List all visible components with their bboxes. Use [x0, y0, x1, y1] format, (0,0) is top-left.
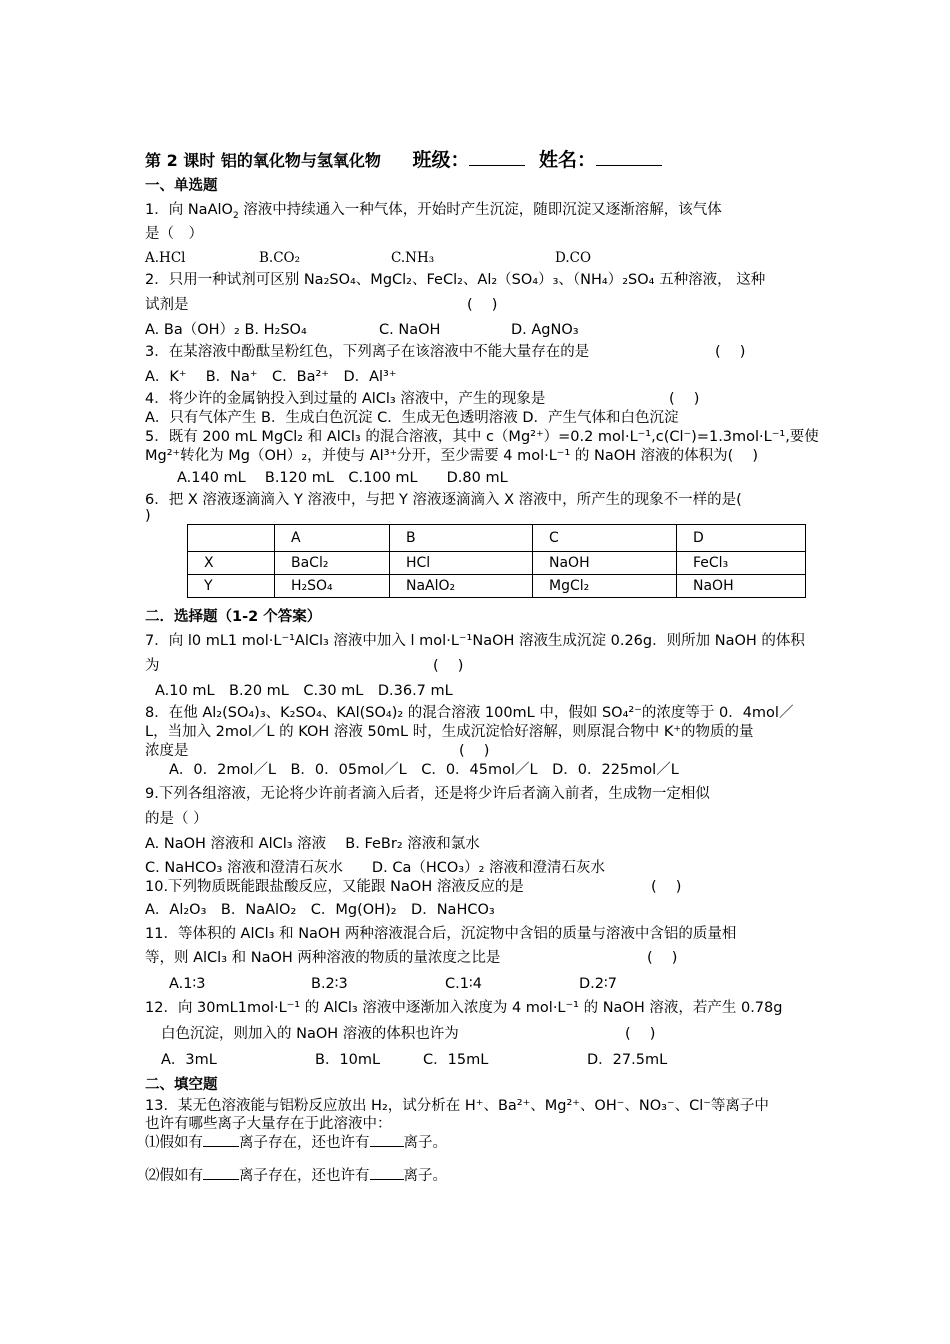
table-row [188, 552, 806, 575]
q8-stem-2: L，当加入 2mol／L 的 KOH 溶液 50mL 时，生成沉淀恰好溶解，则原混合物中 K⁺的物质的量 [145, 724, 754, 740]
q5-stem: 5．既有 200 mL MgCl₂ 和 AlCl₃ 的混合溶液，其中 c（Mg²⁺）=0.2 mol·L⁻¹,c(Cl⁻)=1.3mol·L⁻¹,要使 [145, 429, 819, 445]
q6-stem-2: ) [145, 508, 151, 524]
q4-stem: 4．将少许的金属钠投入到过量的 AlCl₃ 溶液中，产生的现象是 [145, 391, 546, 407]
q13-stem: 13．某无色溶液能与铝粉反应放出 H₂，试分析在 H⁺、Ba²⁺、Mg²⁺、OH⁻、NO₃⁻、Cl⁻等离子中 [145, 1098, 769, 1114]
q3-answer-paren: ( ) [715, 344, 746, 360]
q11-option-d: D.2∶7 [579, 976, 617, 992]
q8-stem: 8．在他 Al₂(SO₄)₃、K₂SO₄、KAl(SO₄)₂ 的混合溶液 100mL 中，假如 SO₄²⁻的浓度等于 0．4mol／ [145, 705, 794, 721]
lesson-title: 第 2 课时 铝的氧化物与氢氧化物 [145, 151, 381, 170]
q2-option-d: D. AgNO₃ [511, 322, 579, 338]
q5-options: A.140 mL B.120 mL C.100 mL D.80 mL [177, 470, 508, 486]
q12-stem-2: 白色沉淀，则加入的 NaOH 溶液的体积也许为 [161, 1026, 459, 1042]
q8-answer-paren: ( ) [459, 743, 490, 759]
page-title [145, 150, 662, 171]
class-label: 班级： [412, 149, 470, 171]
class-blank[interactable] [469, 165, 525, 166]
q13-sub1-text-a: ⑴假如有 [145, 1135, 203, 1151]
q10-stem: 10.下列物质既能跟盐酸反应，又能跟 NaOH 溶液反应的是 [145, 879, 524, 895]
q7-stem-2: 为 [145, 658, 160, 674]
table-cell: BaCl₂ [275, 552, 390, 575]
q11-option-b: B.2∶3 [311, 976, 348, 992]
q1-stem: 1．向 NaAlO$_2$ 溶液中持续通入一种气体，开始时产生沉淀，随即沉淀又逐渐溶解，该气体 [145, 202, 722, 221]
q13-sub1-blank1[interactable] [203, 1146, 239, 1147]
name-label: 姓名： [539, 149, 597, 171]
q2-answer-paren: ( ) [467, 297, 498, 313]
q9-options-cd: C. NaHCO₃ 溶液和澄清石灰水 D. Ca（HCO₃）₂ 溶液和澄清石灰水 [145, 860, 606, 876]
q7-answer-paren: ( ) [433, 658, 464, 674]
q10-options: A．Al₂O₃ B．NaAlO₂ C．Mg(OH)₂ D．NaHCO₃ [145, 902, 495, 918]
q11-stem-2: 等，则 AlCl₃ 和 NaOH 两种溶液的物质的量浓度之比是 [145, 950, 501, 966]
table-cell: FeCl₃ [677, 552, 806, 575]
q2-option-c: C. NaOH [379, 322, 441, 338]
section-single-choice: 一、单选题 [145, 178, 218, 194]
table-cell [188, 525, 275, 552]
q13-sub2-text-b: 离子存在，还也许有 [239, 1168, 370, 1184]
q9-options-ab: A. NaOH 溶液和 AlCl₃ 溶液 B. FeBr₂ 溶液和氯水 [145, 836, 480, 852]
q4-answer-paren: ( ) [669, 391, 700, 407]
q7-stem: 7．向 l0 mL1 mol·L⁻¹AlCl₃ 溶液中加入 l mol·L⁻¹NaOH 溶液生成沉淀 0.26g．则所加 NaOH 的体积 [145, 633, 805, 649]
q3-options: A．K⁺ B．Na⁺ C．Ba²⁺ D．Al³⁺ [145, 369, 397, 385]
q13-sub1-text-c: 离子。 [403, 1135, 447, 1151]
q5-stem-2: Mg²⁺转化为 Mg（OH）₂，并使与 Al³⁺分开，至少需要 4 mol·L⁻¹ 的 NaOH 溶液的体积为( ) [145, 448, 759, 464]
table-cell: HCl [390, 552, 533, 575]
q11-option-c: C.1∶4 [445, 976, 482, 992]
section-fill-in: 二、填空题 [145, 1077, 218, 1093]
q8-options: A．0．2mol／L B．0．05mol／L C．0．45mol／L D．0．225mol／L [169, 762, 679, 778]
section-multiple-choice: 二．选择题（1-2 个答案） [145, 609, 322, 625]
q7-options: A.10 mL B.20 mL C.30 mL D.36.7 mL [155, 683, 453, 699]
q13-sub2-text-a: ⑵假如有 [145, 1168, 203, 1184]
q6-table [187, 524, 806, 598]
table-cell: X [188, 552, 275, 575]
q1-option-b: B.CO₂ [259, 250, 301, 266]
q13-sub2-blank2[interactable] [370, 1179, 404, 1180]
q12-option-a: A．3mL [161, 1052, 217, 1068]
q9-stem: 9.下列各组溶液，无论将少许前者滴入后者，还是将少许后者滴入前者，生成物一定相似 [145, 786, 710, 802]
table-cell: MgCl₂ [533, 575, 677, 598]
q12-answer-paren: ( ) [625, 1026, 656, 1042]
table-cell: NaOH [533, 552, 677, 575]
name-blank[interactable] [596, 165, 662, 166]
q2-stem-2: 试剂是 [145, 297, 189, 313]
q1-option-a: A.HCl [145, 250, 186, 266]
table-cell: C [533, 525, 677, 552]
q1-text-b: 溶液中持续通入一种气体，开始时产生沉淀，随即沉淀又逐渐溶解，该气体 [238, 202, 722, 218]
table-cell: B [390, 525, 533, 552]
table-cell: Y [188, 575, 275, 598]
q9-stem-2: 的是（ ） [145, 811, 208, 827]
q13-sub1-text-b: 离子存在，还也许有 [239, 1135, 370, 1151]
q1-text-a: 1．向 NaAlO [145, 202, 233, 218]
q13-sub2 [145, 1166, 447, 1186]
q13-sub1-blank2[interactable] [370, 1146, 404, 1147]
q2-option-ab: A. Ba（OH）₂ B. H₂SO₄ [145, 322, 307, 338]
q11-answer-paren: ( ) [647, 950, 678, 966]
q13-sub2-text-c: 离子。 [403, 1168, 447, 1184]
table-cell: NaOH [677, 575, 806, 598]
q3-stem: 3．在某溶液中酚酞呈粉红色，下列离子在该溶液中不能大量存在的是 [145, 344, 590, 360]
table-cell: A [275, 525, 390, 552]
q13-sub1 [145, 1133, 447, 1153]
q10-answer-paren: ( ) [651, 879, 682, 895]
q12-option-d: D．27.5mL [587, 1052, 668, 1068]
q1-option-d: D.CO [555, 250, 592, 266]
table-cell: D [677, 525, 806, 552]
q1-stem-end: 是（ ） [145, 226, 203, 242]
q1-option-c: C.NH₃ [391, 250, 435, 266]
q12-option-c: C．15mL [423, 1052, 489, 1068]
q11-option-a: A.1∶3 [169, 976, 206, 992]
table-cell: NaAlO₂ [390, 575, 533, 598]
q2-stem: 2．只用一种试剂可区别 Na₂SO₄、MgCl₂、FeCl₂、Al₂（SO₄）₃、（NH₄）₂SO₄ 五种溶液， 这种 [145, 272, 766, 288]
q13-stem-2: 也许有哪些离子大量存在于此溶液中： [145, 1116, 392, 1132]
q4-options: A．只有气体产生 B．生成白色沉淀 C．生成无色透明溶液 D．产生气体和白色沉淀 [145, 410, 679, 426]
q12-option-b: B．10mL [315, 1052, 381, 1068]
q11-stem: 11．等体积的 AlCl₃ 和 NaOH 两种溶液混合后，沉淀物中含铝的质量与溶液中含铝的质量相 [145, 926, 737, 942]
table-row-header [188, 525, 806, 552]
table-row [188, 575, 806, 598]
q12-stem: 12．向 30mL1mol·L⁻¹ 的 AlCl₃ 溶液中逐渐加入浓度为 4 mol·L⁻¹ 的 NaOH 溶液，若产生 0.78g [145, 1000, 783, 1016]
q6-stem: 6．把 X 溶液逐滴滴入 Y 溶液中，与把 Y 溶液逐滴滴入 X 溶液中，所产生的现象不一样的是( [145, 492, 742, 508]
q13-sub2-blank1[interactable] [203, 1179, 239, 1180]
table-cell: H₂SO₄ [275, 575, 390, 598]
q8-stem-3: 浓度是 [145, 743, 189, 759]
